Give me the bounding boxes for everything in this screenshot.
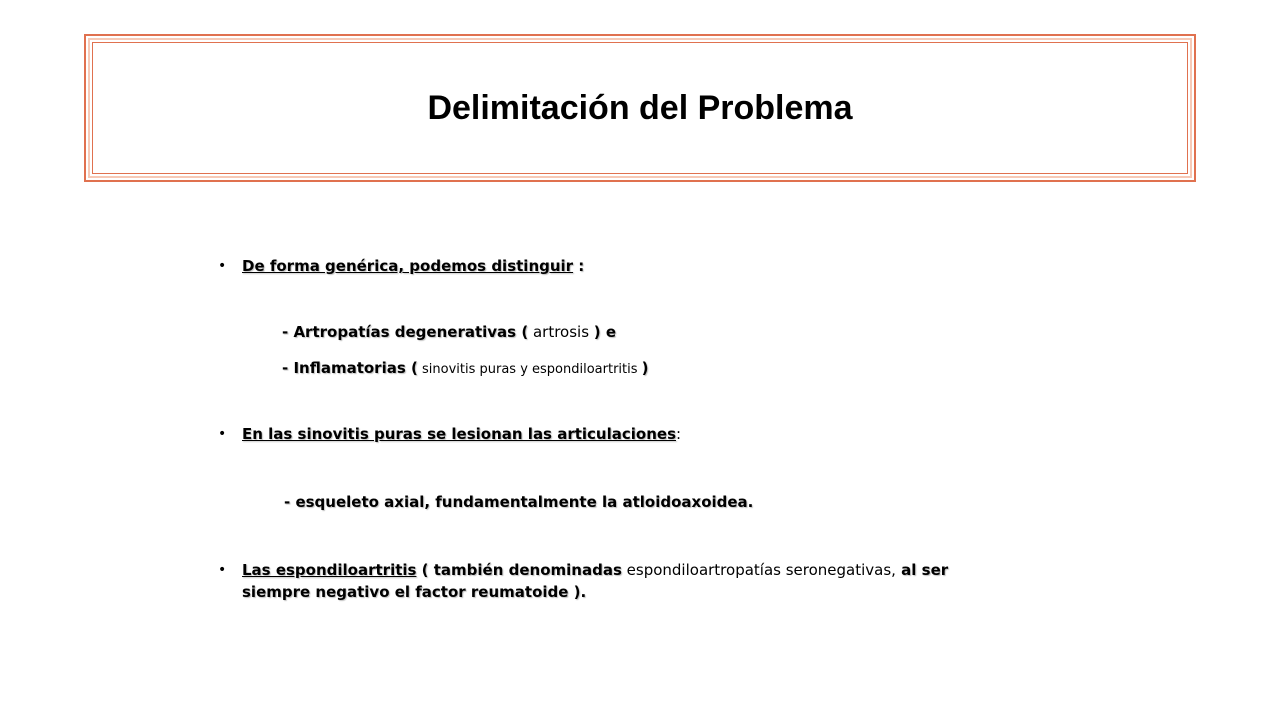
sub-item-2-strong: Inflamatorias — [293, 359, 406, 377]
bullet-3-bold-1: ( también denominadas — [416, 561, 622, 579]
bullet-2 — [242, 424, 681, 444]
slide-title: Delimitación del Problema — [427, 89, 853, 127]
bullet-3-marker: • — [218, 562, 227, 578]
bullet-1 — [242, 256, 584, 276]
sub-item-2-open: ( — [405, 359, 418, 377]
bullet-1-text: De forma genérica, podemos distinguir — [242, 257, 574, 275]
sub-item-inflamatorias — [282, 358, 649, 380]
bullet-3-bold-2: al ser — [895, 561, 949, 579]
bullet-3-line-2 — [242, 582, 586, 602]
sub-item-artropatias — [282, 322, 616, 342]
sub-item-1-close: ) e — [593, 323, 617, 341]
bullet-1-marker: • — [218, 258, 227, 274]
bullet-3-underlined: Las espondiloartritis — [242, 561, 417, 579]
bullet-2-colon: : — [676, 425, 682, 443]
sub-item-2-normal: sinovitis puras y espondiloartritis — [417, 362, 642, 377]
bullet-1-colon: : — [573, 257, 585, 275]
sub-item-1-prefix: - — [282, 323, 294, 341]
bullet-3-normal: espondiloartropatías seronegativas, — [621, 561, 896, 579]
sub-item-esqueleto — [284, 492, 753, 512]
bullet-3-line-2-a: siempre negativo el factor reumatoide — [242, 583, 569, 601]
sub-item-1-normal: artrosis — [528, 323, 594, 341]
sub-item-1-open: ( — [516, 323, 529, 341]
bullet-2-text: En las sinovitis puras se lesionan las articulaciones — [242, 425, 676, 443]
sub-item-2-close: ) — [641, 359, 649, 377]
bullet-3-line-1 — [242, 560, 948, 580]
sub-item-2-prefix: - — [282, 359, 294, 377]
bullet-3-line-2-b: ). — [568, 583, 587, 601]
bullet-2-marker: • — [218, 426, 227, 442]
sub-item-1-strong: Artropatías degenerativas — [293, 323, 517, 341]
sub-item-3-text: - esqueleto axial, fundamentalmente la atloidoaxoidea. — [284, 493, 754, 511]
